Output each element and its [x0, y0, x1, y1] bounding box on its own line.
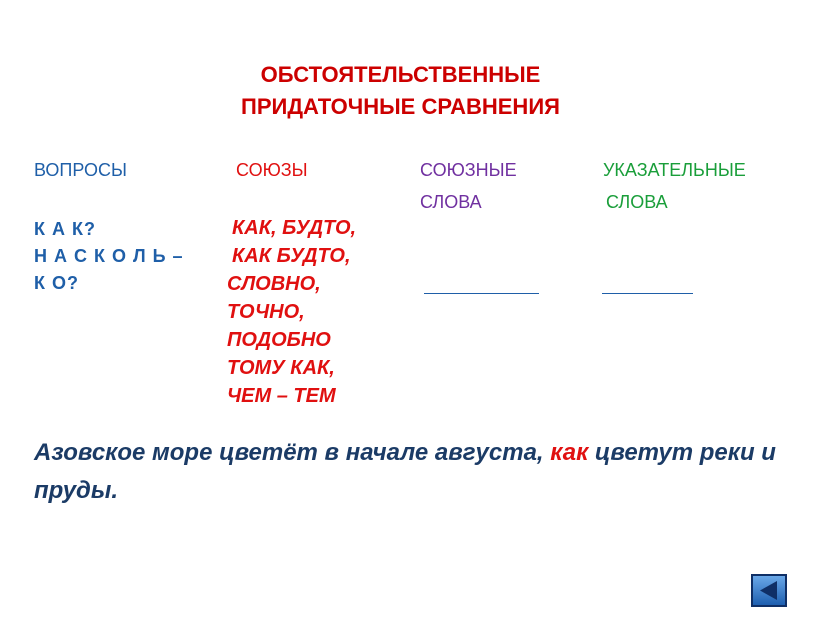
example-sentence — [34, 434, 814, 510]
conjunction-item: ПОДОБНО — [227, 329, 331, 351]
conjunction-item: КАК БУДТО, — [232, 245, 351, 267]
header-questions: ВОПРОСЫ — [34, 160, 127, 180]
header-conjunctive-words-line1: СОЮЗНЫЕ — [420, 160, 517, 180]
conjunction-item: ТОМУ КАК, — [227, 357, 335, 379]
conjunctive-words-blank-line — [424, 293, 539, 294]
conjunction-item: ТОЧНО, — [227, 301, 305, 323]
example-keyword: как — [550, 439, 589, 466]
demonstrative-words-blank-line — [602, 293, 693, 294]
triangle-left-icon — [753, 576, 785, 605]
conjunction-item: СЛОВНО, — [227, 273, 321, 295]
question-item: Н А С К О Л Ь – — [34, 246, 184, 266]
example-part-1: Азовское море цветёт в начале августа, — [34, 439, 551, 466]
header-demonstrative-words-line2: СЛОВА — [606, 192, 668, 212]
conjunction-item: КАК, БУДТО, — [232, 217, 357, 239]
question-item: К А К? — [34, 219, 96, 239]
header-conjunctions: СОЮЗЫ — [236, 160, 308, 180]
header-demonstrative-words-line1: УКАЗАТЕЛЬНЫЕ — [603, 160, 746, 180]
example-part-2: цветут реки и пруды. — [34, 439, 776, 504]
header-conjunctive-words-line2: СЛОВА — [420, 192, 482, 212]
question-item: К О? — [34, 273, 79, 293]
title-line-1: ОБСТОЯТЕЛЬСТВЕННЫЕ — [260, 62, 541, 87]
conjunction-item: ЧЕМ – ТЕМ — [227, 385, 336, 407]
back-button[interactable] — [751, 574, 787, 607]
title-line-2: ПРИДАТОЧНЫЕ СРАВНЕНИЯ — [241, 94, 560, 119]
